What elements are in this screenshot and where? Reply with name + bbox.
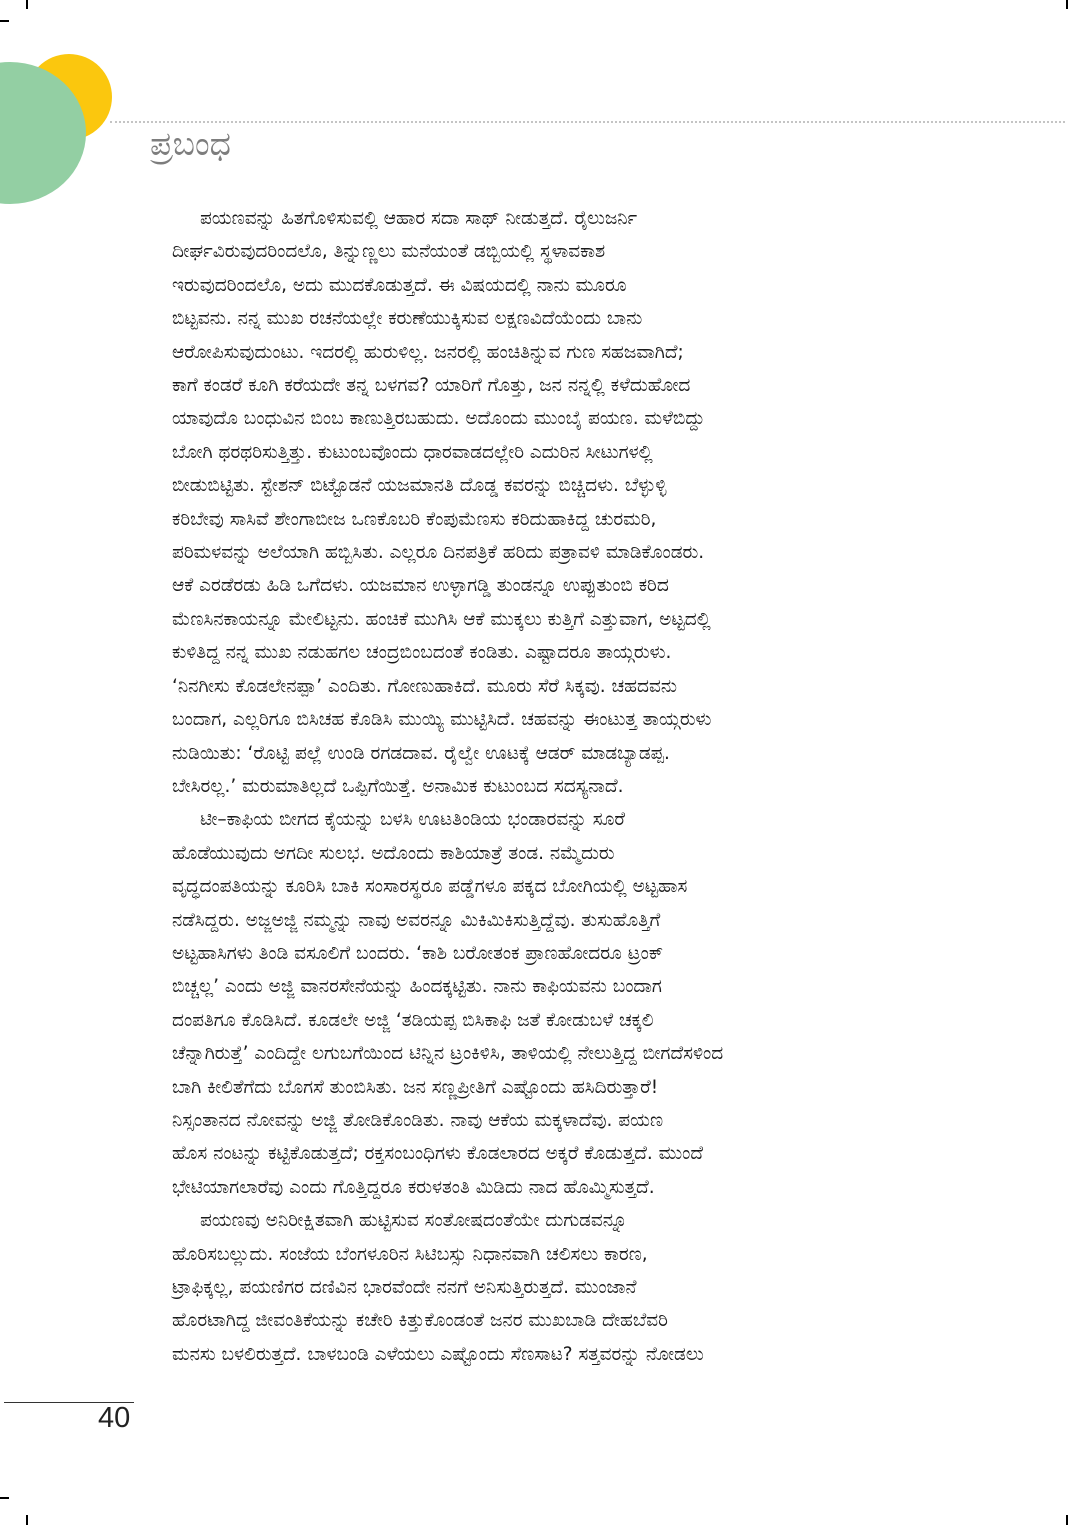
- text-line: ಟ್ರಾಫಿಕ್ಕಲ್ಲ, ಪಯಣಿಗರ ದಣಿವಿನ ಭಾರವೆಂದೇ ನನಗೆ ಅನಿಸುತ್ತಿರುತ್ತದೆ. ಮುಂಜಾನೆ: [172, 1277, 637, 1298]
- text-line: ಇರುವುದರಿಂದಲೊ, ಅದು ಮುದಕೊಡುತ್ತದೆ. ಈ ವಿಷಯದಲ್ಲಿ ನಾನು ಮೂರೂ: [172, 274, 627, 296]
- crop-mark-left-upper: [0, 20, 9, 22]
- text-line: ಬಾಗಿ ಕೀಲಿತೆಗೆದು ಬೊಗಸೆ ತುಂಬಿಸಿತು. ಜನ ಸಣ್ಣಪ್ರೀತಿಗೆ ಎಷ್ಟೊಂದು ಹಸಿದಿರುತ್ತಾರೆ!: [172, 1076, 659, 1098]
- text-line: ಆರೋಪಿಸುವುದುಂಟು. ಇದರಲ್ಲಿ ಹುರುಳಿಲ್ಲ. ಜನರಲ್ಲಿ ಹಂಚಿತಿನ್ನುವ ಗುಣ ಸಹಜವಾಗಿದೆ;: [172, 341, 684, 363]
- text-line: ಹೊರಿಸಬಲ್ಲುದು. ಸಂಜೆಯ ಬೆಂಗಳೂರಿನ ಸಿಟಿಬಸ್ಸು ನಿಧಾನವಾಗಿ ಚಲಿಸಲು ಕಾರಣ,: [172, 1243, 648, 1265]
- text-line: ನುಡಿಯಿತು: ‘ರೊಟ್ಟಿ ಪಲ್ಲೆ ಉಂಡಿ ರಗಡದಾವ. ರೈಲ್ವೇ ಊಟಕ್ಕೆ ಆಡರ್ ಮಾಡಬ್ಯಾಡಪ್ಪ.: [172, 742, 670, 764]
- text-line: ಬೀಡುಬಿಟ್ಟಿತು. ಸ್ಟೇಶನ್ ಬಿಟ್ಟೊಡನೆ ಯಜಮಾನತಿ ದೊಡ್ಡ ಕವರನ್ನು ಬಿಚ್ಚಿದಳು. ಬೆಳ್ಳುಳ್ಳಿ: [172, 475, 667, 497]
- text-line: ವೃದ್ಧದಂಪತಿಯನ್ನು ಕೂರಿಸಿ ಬಾಕಿ ಸಂಸಾರಸ್ಥರೂ ಪಡ್ಡೆಗಳೂ ಪಕ್ಕದ ಬೋಗಿಯಲ್ಲಿ ಅಟ್ಟಹಾಸ: [172, 876, 688, 898]
- paragraph: [172, 803, 962, 1204]
- text-line: ಬಿಟ್ಟವನು. ನನ್ನ ಮುಖ ರಚನೆಯಲ್ಲೇ ಕರುಣೆಯುಕ್ಕಿಸುವ ಲಕ್ಷಣವಿದೆಯೆಂದು ಬಾನು: [172, 308, 643, 330]
- text-line: ಪಯಣವನ್ನು ಹಿತಗೊಳಿಸುವಲ್ಲಿ ಆಹಾರ ಸದಾ ಸಾಥ್ ನೀಡುತ್ತದೆ. ರೈಲುಜರ್ನಿ: [200, 208, 638, 229]
- text-line: ಅಟ್ಟಹಾಸಿಗಳು ತಿಂಡಿ ವಸೂಲಿಗೆ ಬಂದರು. ‘ಕಾಶಿ ಬರೋತಂಕ ಪ್ರಾಣಹೋದರೂ ಟ್ರಂಕ್: [172, 942, 664, 964]
- text-line: ಆಕೆ ಎರಡೆರಡು ಹಿಡಿ ಒಗೆದಳು. ಯಜಮಾನ ಉಳ್ಳಾಗಡ್ಡಿ ತುಂಡನ್ನೂ ಉಪ್ಪುತುಂಬಿ ಕರಿದ: [172, 575, 669, 597]
- section-title: ಪ್ರಬಂಧ: [150, 124, 231, 163]
- text-line: ಮೆಣಸಿನಕಾಯನ್ನೂ ಮೇಲಿಟ್ಟನು. ಹಂಚಿಕೆ ಮುಗಿಸಿ ಆಕೆ ಮುಕ್ಕಲು ಕುತ್ತಿಗೆ ಎತ್ತುವಾಗ, ಅಟ್ಟದಲ್ಲಿ: [172, 608, 711, 630]
- page-number: 40: [98, 1402, 131, 1434]
- text-line: ಕರಿಬೇವು ಸಾಸಿವೆ ಶೇಂಗಾಬೀಜ ಒಣಕೊಬರಿ ಕೆಂಪುಮೆಣಸು ಕರಿದುಹಾಕಿದ್ದ ಚುರಮರಿ,: [172, 508, 657, 530]
- text-line: ದಂಪತಿಗೂ ಕೊಡಿಸಿದೆ. ಕೂಡಲೇ ಅಜ್ಜಿ ‘ತಡಿಯಪ್ಪ ಬಿಸಿಕಾಫಿ ಜತೆ ಕೋಡುಬಳೆ ಚಕ್ಕಲಿ: [172, 1009, 654, 1031]
- text-line: ಪಯಣವು ಅನಿರೀಕ್ಷಿತವಾಗಿ ಹುಟ್ಟಿಸುವ ಸಂತೋಷದಂತೆಯೇ ದುಗುಡವನ್ನೂ: [200, 1210, 628, 1232]
- text-line: ಬೇಸಿರಲ್ಲ.’ ಮರುಮಾತಿಲ್ಲದೆ ಒಪ್ಪಿಗೆಯಿತ್ತೆ. ಅನಾಮಿಕ ಕುಟುಂಬದ ಸದಸ್ಯನಾದೆ.: [172, 775, 624, 797]
- dotted-header-rule: [110, 121, 1065, 123]
- crop-mark-top-left: [26, 0, 28, 9]
- paragraph: [172, 1204, 962, 1371]
- text-line: ಮನಸು ಬಳಲಿರುತ್ತದೆ. ಬಾಳಬಂಡಿ ಎಳೆಯಲು ಎಷ್ಟೊಂದು ಸೆಣಸಾಟ? ಸತ್ತವರನ್ನು ನೋಡಲು: [172, 1343, 704, 1365]
- crop-mark-left-lower: [0, 1497, 9, 1499]
- crop-mark-top-right: [1066, 0, 1068, 9]
- text-line: ಕುಳಿತಿದ್ದ ನನ್ನ ಮುಖ ನಡುಹಗಲ ಚಂದ್ರಬಿಂಬದಂತೆ ಕಂಡಿತು. ಎಷ್ಟಾದರೂ ತಾಯ್ಗರುಳು.: [172, 642, 672, 664]
- text-line: ಹೊರಟಾಗಿದ್ದ ಜೀವಂತಿಕೆಯನ್ನು ಕಚೇರಿ ಕಿತ್ತುಕೊಂಡಂತೆ ಜನರ ಮುಖಬಾಡಿ ದೇಹಬೆವರಿ: [172, 1310, 668, 1332]
- text-line: ದೀರ್ಘವಿರುವುದರಿಂದಲೊ, ತಿನ್ನುಣ್ಣಲು ಮನೆಯಂತೆ ಡಬ್ಬಿಯಲ್ಲಿ ಸ್ಥಳಾವಕಾಶ: [172, 241, 606, 263]
- text-line: ನಿಸ್ಸಂತಾನದ ನೋವನ್ನು ಅಜ್ಜಿ ತೋಡಿಕೊಂಡಿತು. ನಾವು ಆಕೆಯ ಮಕ್ಕಳಾದೆವು. ಪಯಣ: [172, 1109, 664, 1131]
- text-line: ‘ನಿನಗೀಸು ಕೊಡಲೇನಪ್ಪಾ’ ಎಂದಿತು. ಗೋಣುಹಾಕಿದೆ. ಮೂರು ಸೆರೆ ಸಿಕ್ಕವು. ಚಹದವನು: [172, 675, 677, 697]
- text-line: ಬೋಗಿ ಥರಥರಿಸುತ್ತಿತ್ತು. ಕುಟುಂಬವೊಂದು ಧಾರವಾಡದಲ್ಲೇರಿ ಎದುರಿನ ಸೀಟುಗಳಲ್ಲಿ: [172, 441, 653, 463]
- text-line: ಬಂದಾಗ, ಎಲ್ಲರಿಗೂ ಬಿಸಿಚಹ ಕೊಡಿಸಿ ಮುಯ್ಯಿ ಮುಟ್ಟಿಸಿದೆ. ಚಹವನ್ನು ಈಂಟುತ್ತ ತಾಯ್ಗರುಳು: [172, 709, 712, 731]
- text-line: ನಡೆಸಿದ್ದರು. ಅಜ್ಜಅಜ್ಜಿ ನಮ್ಮನ್ನು ನಾವು ಅವರನ್ನೂ ಮಿಕಿಮಿಕಿಸುತ್ತಿದ್ದೆವು. ತುಸುಹೊತ್ತಿಗೆ: [172, 909, 661, 931]
- text-line: ಪರಿಮಳವನ್ನು ಅಲೆಯಾಗಿ ಹಬ್ಬಿಸಿತು. ಎಲ್ಲರೂ ದಿನಪತ್ರಿಕೆ ಹರಿದು ಪತ್ರಾವಳಿ ಮಾಡಿಕೊಂಡರು.: [172, 542, 705, 564]
- text-line: ಯಾವುದೊ ಬಂಧುವಿನ ಬಿಂಬ ಕಾಣುತ್ತಿರಬಹುದು. ಅದೊಂದು ಮುಂಬೈ ಪಯಣ. ಮಳೆಬಿದ್ದು: [172, 408, 705, 430]
- paragraph: [172, 202, 962, 803]
- text-line: ಕಾಗೆ ಕಂಡರೆ ಕೂಗಿ ಕರೆಯದೇ ತನ್ನ ಬಳಗವ? ಯಾರಿಗೆ ಗೊತ್ತು, ಜನ ನನ್ನಲ್ಲಿ ಕಳೆದುಹೋದ: [172, 375, 691, 397]
- text-line: ಚೆನ್ನಾಗಿರುತ್ತೆ’ ಎಂದಿದ್ದೇ ಲಗುಬಗೆಯಿಂದ ಟಿನ್ನಿನ ಟ್ರಂಕಿಳಿಸಿ, ತಾಳಿಯಲ್ಲಿ ನೇಲುತ್ತಿದ್ದ ಬೀಗದೆಸಳಿಂದ: [172, 1043, 724, 1065]
- text-line: ಭೇಟಿಯಾಗಲಾರೆವು ಎಂದು ಗೊತ್ತಿದ್ದರೂ ಕರುಳತಂತಿ ಮಿಡಿದು ನಾದ ಹೊಮ್ಮಿಸುತ್ತದೆ.: [172, 1176, 655, 1198]
- text-line: ಬಿಚ್ಚಲ್ಲ’ ಎಂದು ಅಜ್ಜಿ ವಾನರಸೇನೆಯನ್ನು ಹಿಂದಕ್ಕಟ್ಟಿತು. ನಾನು ಕಾಫಿಯವನು ಬಂದಾಗ: [172, 976, 662, 998]
- crop-mark-bottom-left: [26, 1515, 28, 1525]
- text-line: ಹೊಸ ನಂಟನ್ನು ಕಟ್ಟಿಕೊಡುತ್ತದೆ; ರಕ್ತಸಂಬಂಧಿಗಳು ಕೊಡಲಾರದ ಅಕ್ಕರೆ ಕೊಡುತ್ತದೆ. ಮುಂದೆ: [172, 1143, 704, 1165]
- text-line: ಹೊಡೆಯುವುದು ಅಗದೀ ಸುಲಭ. ಅದೊಂದು ಕಾಶಿಯಾತ್ರೆ ತಂಡ. ನಮ್ಮೆದುರು: [172, 842, 615, 864]
- text-line: ಟೀ–ಕಾಫಿಯ ಬೀಗದ ಕೈಯನ್ನು ಬಳಸಿ ಊಟತಿಂಡಿಯ ಭಂಡಾರವನ್ನು ಸೂರೆ: [200, 809, 625, 831]
- crop-mark-bottom-right: [1066, 1515, 1068, 1525]
- essay-body: [172, 202, 962, 1371]
